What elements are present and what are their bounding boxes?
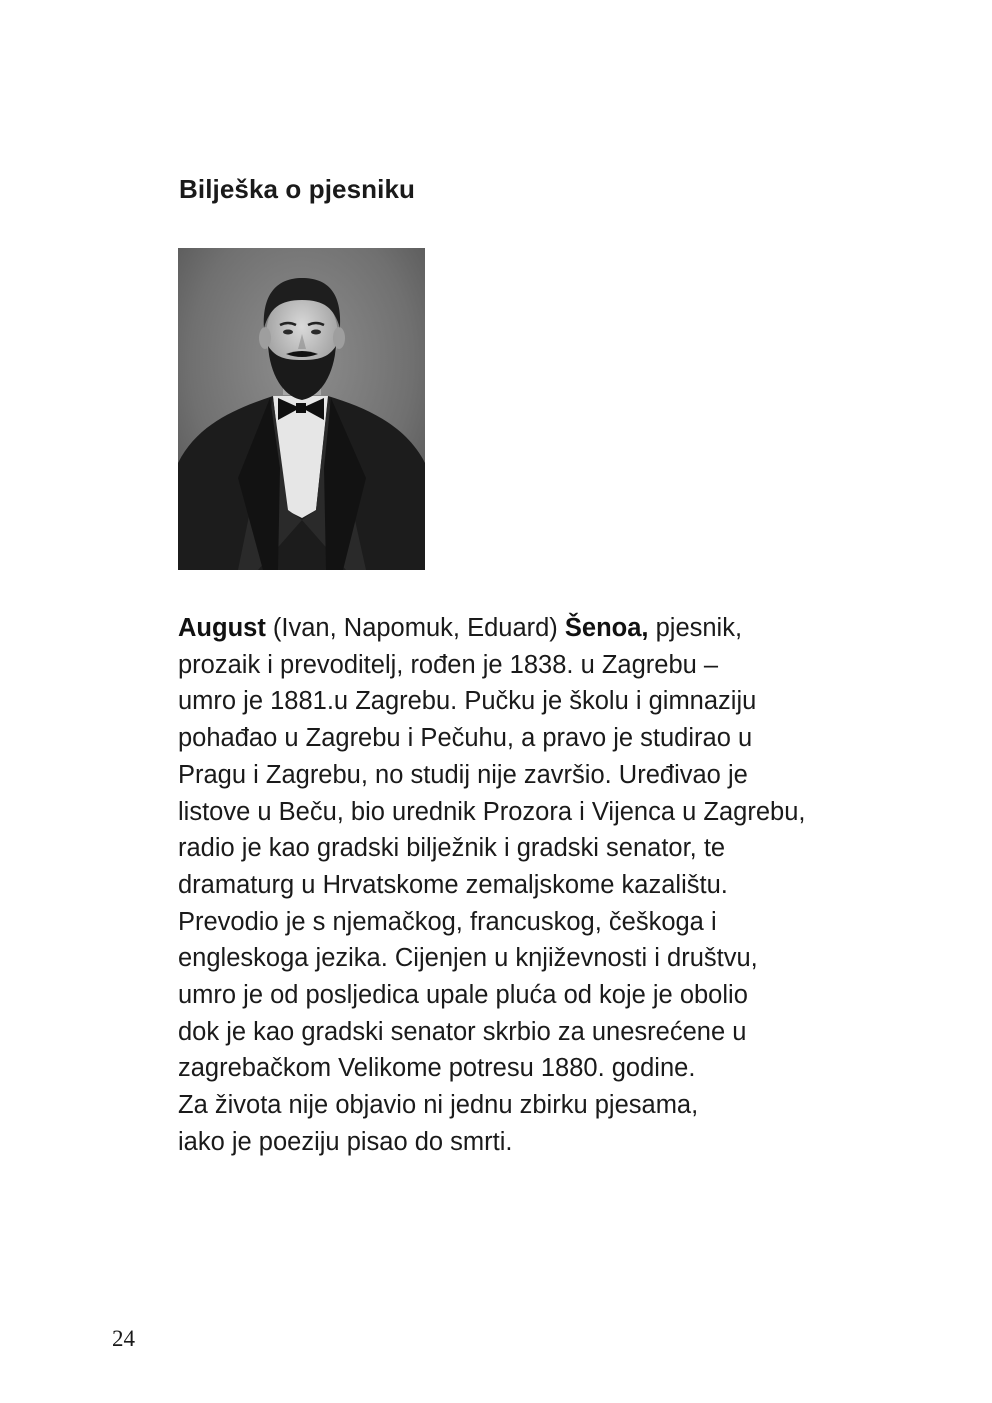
biography-text — [178, 610, 898, 1161]
portrait-photo-icon — [178, 248, 425, 570]
bio-line: dramaturg u Hrvatskome zemaljskome kazalištu. — [178, 870, 728, 899]
bio-line: pohađao u Zagrebu i Pečuhu, a pravo je studirao u — [178, 724, 753, 753]
bio-line: iako je poeziju pisao do smrti. — [178, 1127, 513, 1156]
bio-line: prozaik i prevoditelj, rođen je 1838. u Zagrebu – — [178, 650, 719, 679]
bio-line: listove u Beču, bio urednik Prozora i Vijenca u Zagrebu, — [178, 797, 806, 826]
bio-line: radio je kao gradski bilježnik i gradski senator, te — [178, 834, 726, 863]
bio-surname: Šenoa, — [564, 614, 649, 642]
bio-line: Prevodio je s njemačkog, francuskog, češkoga i — [178, 907, 717, 936]
bio-line — [178, 610, 898, 647]
bio-line: Pragu i Zagrebu, no studij nije završio. Uređivao je — [178, 760, 748, 789]
page-title: Bilješka o pjesniku — [179, 174, 415, 204]
bio-middle-names: (Ivan, Napomuk, Eduard) — [265, 614, 565, 642]
bio-line: engleskoga jezika. Cijenjen u književnosti i društvu, — [178, 944, 758, 973]
bio-line: dok je kao gradski senator skrbio za unesrećene u — [178, 1017, 747, 1046]
bio-line: umro je od posljedica upale pluća od koje je obolio — [178, 981, 748, 1010]
page-number: 24 — [112, 1326, 135, 1351]
bio-line: umro je 1881.u Zagrebu. Pučku je školu i gimnaziju — [178, 687, 757, 716]
bio-line: zagrebačkom Velikome potresu 1880. godine. — [178, 1054, 696, 1083]
bio-line-rest: pjesnik, — [648, 614, 743, 642]
bio-first-name: August — [178, 614, 266, 642]
bio-line: Za života nije objavio ni jednu zbirku pjesama, — [178, 1091, 699, 1120]
